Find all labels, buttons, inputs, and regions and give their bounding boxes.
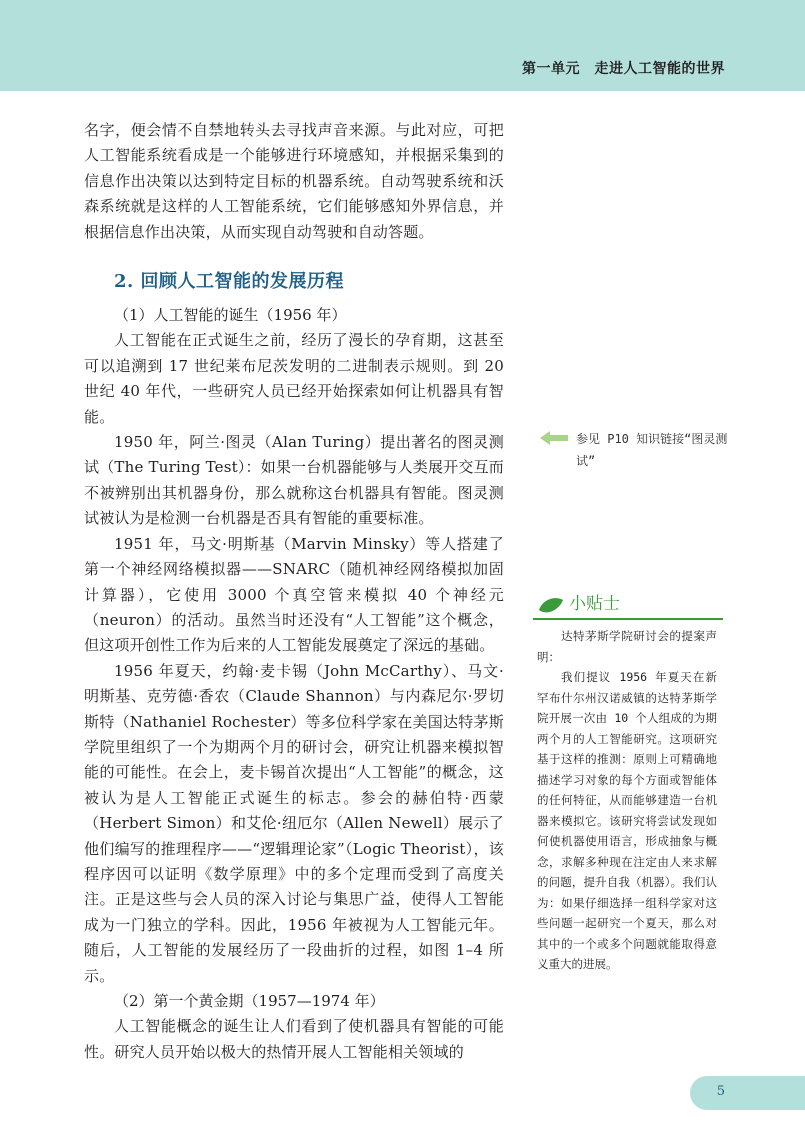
intro-paragraph: 名字，便会情不自禁地转头去寻找声音来源。与此对应，可把人工智能系统看成是一个能够进行环境感知，并根据采集到的信息作出决策以达到特定目标的机器系统。自动驾驶系统和沃森系统就是这样的人工智能系统，它们能够感知外界信息，并根据信息作出决策，从而实现自动驾驶和自动答题。 — [84, 121, 504, 241]
paragraph-dartmouth: 1956 年夏天，约翰·麦卡锡（John McCarthy）、马文·明斯基、克劳德·香农（Claude Shannon）与内森尼尔·罗切斯特（Nathaniel Rochester）等多位科学家在美国达特茅斯学院里组织了一个为期两个月的研讨会，研究让机器来模拟智能的可能性。在会上，麦卡锡首次提出“人工智能”的概念，这被认为是人工智能正式诞生的标志。参会的赫伯特·西蒙（Herbert Simon）和艾伦·纽厄尔（Allen Newell）展示了他们编写的推理程序——“逻辑理论家”（Logic Theorist），该程序因可以证明《数学原理》中的多个定理而受到了高度关注。正是这些与会人员的深入讨论与集思广益，使得人工智能成为一门独立的学科。因此，1956 年被视为人工智能元年。随后，人工智能的发展经历了一段曲折的过程，如图 1–4 所示。 — [84, 661, 504, 985]
tip-intro: 达特茅斯学院研讨会的提案声明： — [537, 629, 717, 664]
tip-divider — [533, 618, 723, 620]
page-number: 5 — [716, 1084, 725, 1099]
cross-reference-note — [540, 428, 740, 478]
page-number-tab — [690, 1076, 805, 1110]
main-text-column — [84, 118, 504, 1065]
paragraph-golden-age: 人工智能概念的诞生让人们看到了使机器具有智能的可能性。研究人员开始以极大的热情开展人工智能相关领域的 — [84, 1017, 504, 1061]
subheading-golden-age: （2）第一个黄金期（1957—1974 年） — [114, 992, 385, 1010]
subheading-birth: （1）人工智能的诞生（1956 年） — [114, 306, 347, 325]
tip-proposal: 我们提议 1956 年夏天在新罕布什尔州汉诺威镇的达特茅斯学院开展一次由 10 个人组成的为期两个月的人工智能研究。这项研究基于这样的推测：原则上可精确地描述学习对象的每个方面或智能体的任何特征，从而能够建造一台机器来模拟它。该研究将尝试发现如何使机器使用语言，形成抽象与概念，求解多种现在注定由人来求解的问题，提升自我（机器）。我们认为：如果仔细选择一组科学家对这些问题一起研究一个夏天，那么对其中的一个或多个问题就能取得意义重大的进展。 — [537, 670, 717, 971]
chapter-title: 第一单元 走进人工智能的世界 — [522, 61, 725, 77]
paragraph-incubation: 人工智能在正式诞生之前，经历了漫长的孕育期，这甚至可以追溯到 17 世纪莱布尼茨发明的二进制表示规则。到 20 世纪 40 年代，一些研究人员已经开始探索如何让机器具有智能。 — [84, 331, 504, 426]
leaf-icon — [537, 596, 565, 616]
cross-reference-text: 参见 P10 知识链接“图灵测试” — [576, 432, 728, 468]
arrow-left-icon — [540, 431, 568, 445]
tip-body — [537, 626, 717, 975]
tip-title: 小贴士 — [569, 594, 620, 614]
section-heading: 2. 回顾人工智能的发展历程 — [114, 271, 345, 293]
paragraph-turing: 1950 年，阿兰·图灵（Alan Turing）提出著名的图灵测试（The Turing Test）：如果一台机器能够与人类展开交互而不被辨别出其机器身份，那么就称这台机器具有智能。图灵测试被认为是检测一台机器是否具有智能的重要标准。 — [84, 433, 504, 528]
paragraph-minsky: 1951 年，马文·明斯基（Marvin Minsky）等人搭建了第一个神经网络模拟器——SNARC（随机神经网络模拟加固计算器），它使用 3000 个真空管来模拟 40 个神经元（neuron）的活动。虽然当时还没有“人工智能”这个概念，但这项开创性工作为后来的人工智能发展奠定了深远的基础。 — [84, 534, 504, 655]
tip-box — [533, 592, 723, 1062]
